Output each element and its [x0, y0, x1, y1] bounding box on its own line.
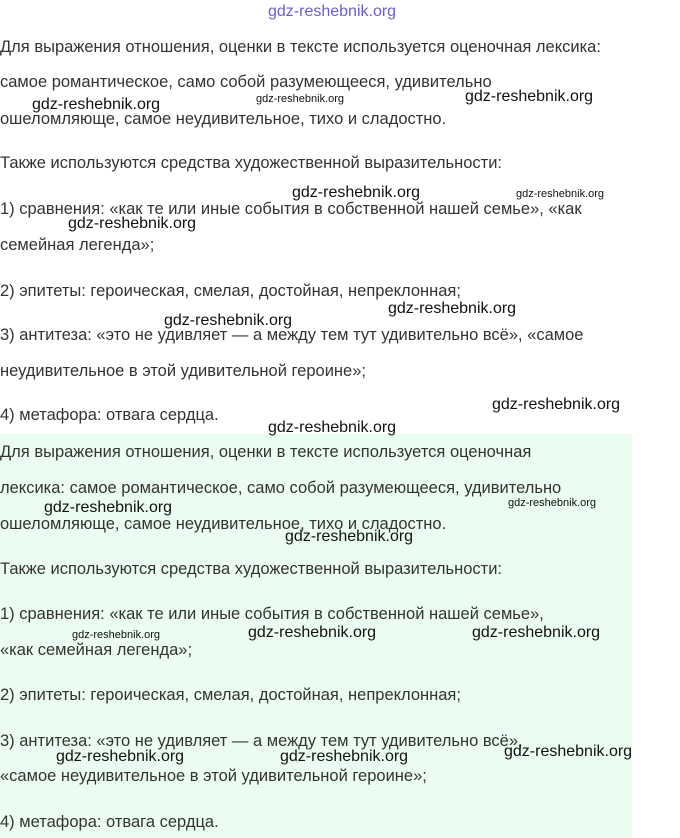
watermark: gdz-reshebnik.org [56, 748, 185, 765]
watermark: gdz-reshebnik.org [280, 748, 409, 765]
watermark: gdz-reshebnik.org [472, 624, 601, 641]
watermark: gdz-reshebnik.org [508, 497, 597, 509]
text-line: 2) эпитеты: героическая, смелая, достойная, непреклонная; [0, 686, 461, 704]
text-line: лексика: самое романтическое, само собой разумеющееся, удивительно [0, 479, 562, 497]
text-line: 3) антитеза: «это не удивляет — а между тем тут удивительно всё», «самое [0, 326, 584, 344]
text-line: неудивительное в этой удивительной героине»; [0, 362, 366, 380]
text-line: Для выражения отношения, оценки в тексте используется оценочная [0, 443, 532, 461]
watermark: gdz-reshebnik.org [44, 499, 173, 516]
watermark: gdz-reshebnik.org [256, 93, 345, 105]
watermark: gdz-reshebnik.org [292, 184, 421, 201]
watermark: gdz-reshebnik.org [492, 396, 621, 413]
watermark: gdz-reshebnik.org [388, 300, 517, 317]
text-line: Для выражения отношения, оценки в тексте используется оценочная лексика: [0, 38, 601, 56]
text-line: Также используются средства художественной выразительности: [0, 560, 503, 578]
text-line: ошеломляюще, самое неудивительное, тихо и сладостно. [0, 515, 447, 533]
watermark: gdz-reshebnik.org [248, 624, 377, 641]
watermark: gdz-reshebnik.org [164, 312, 293, 329]
text-line: 4) метафора: отвага сердца. [0, 406, 219, 424]
watermark: gdz-reshebnik.org [465, 88, 594, 105]
watermark: gdz-reshebnik.org [516, 188, 605, 200]
text-line: 1) сравнения: «как те или иные события в собственной нашей семье», «как [0, 200, 582, 218]
text-line: семейная легенда»; [0, 236, 155, 254]
text-line: 2) эпитеты: героическая, смелая, достойная, непреклонная; [0, 282, 461, 300]
watermark: gdz-reshebnik.org [268, 419, 397, 436]
watermark: gdz-reshebnik.org [504, 743, 633, 760]
text-line: 1) сравнения: «как те или иные события в собственной нашей семье», [0, 605, 544, 623]
text-line: Также используются средства художественной выразительности: [0, 154, 503, 172]
text-line: ошеломляюще, самое неудивительное, тихо и сладостно. [0, 110, 447, 128]
header-watermark[interactable]: gdz-reshebnik.org [268, 3, 397, 20]
text-line: «самое неудивительное в этой удивительной героине»; [0, 767, 427, 785]
text-line: самое романтическое, само собой разумеющееся, удивительно [0, 73, 492, 91]
watermark: gdz-reshebnik.org [68, 215, 197, 232]
text-line: «как семейная легенда»; [0, 641, 193, 659]
text-line: 4) метафора: отвага сердца. [0, 813, 219, 831]
watermark: gdz-reshebnik.org [32, 96, 161, 113]
watermark: gdz-reshebnik.org [285, 528, 414, 545]
text-line: 3) антитеза: «это не удивляет — а между тем тут удивительно всё», [0, 732, 523, 750]
watermark: gdz-reshebnik.org [72, 629, 161, 641]
